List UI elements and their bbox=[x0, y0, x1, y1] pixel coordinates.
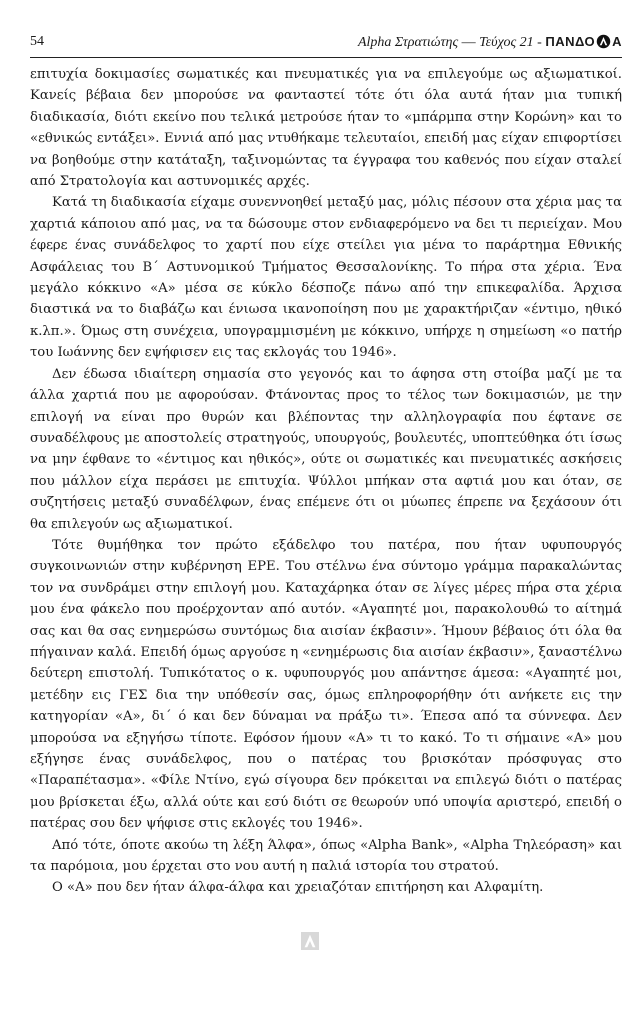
header-dash: - bbox=[533, 35, 542, 50]
logo-text-left: ΠΑΝΔΟ bbox=[545, 34, 596, 49]
header-separator: — bbox=[458, 35, 480, 50]
page-header bbox=[30, 34, 622, 54]
article-body bbox=[30, 64, 622, 899]
paragraph-1: επιτυχία δοκιμασίες σωματικές και πνευματικές για να επιλεγούμε ως αξιωματικοί. Κανείς βέβαια δεν μπορούσε να φανταστεί τότε ότι όλα αυτά ήταν μια τυπική διαδικασία, διότι εκείνο που τελικά μετρούσε ήταν το «μπάρμπα στην Κορώνη» και το «εθνικώς εντάξει». Εννιά από μας ντυθήκαμε τελευταίοι, επειδή μας είχαν επιφορτίσει να βοηθούμε στην κατάταξη, ταξινομώντας τα έγγραφα του καθενός που είχαν σταλεί από Στρατολογία και αστυνομικές αρχές. bbox=[30, 67, 622, 190]
paragraph-5: Από τότε, όποτε ακούω τη λέξη Άλφα», όπως «Alpha Bank», «Alpha Τηλεόραση» και τα παρόμοια, μου έρχεται στο νου αυτή η παλιά ιστορία του στρατού. bbox=[30, 837, 622, 875]
footer-ornament-icon bbox=[301, 932, 319, 950]
header-rule bbox=[30, 57, 622, 58]
logo-text-right: Α bbox=[612, 34, 622, 49]
pandora-logo-mark-icon bbox=[596, 34, 611, 49]
paragraph-4: Τότε θυμήθηκα τον πρώτο εξάδελφο του πατέρα, που ήταν υφυπουργός συγκοινωνιών στην κυβέρνηση ΕΡΕ. Του στέλνω ένα σύντομο γράμμα παρακαλώντας τον να συνδράμει στην επιλογή μου. Καταχάρηκα όταν σε λίγες μέρες πήρα στα χέρια μου ένα φάκελο που προέρχονταν από αυτόν. «Αγαπητέ μοι, παρακολουθώ το αίτημά σας και θα σας ενημερώσω συντόμως δια αισίαν έκβασιν». Ήμουν βέβαιος ότι όλα θα πήγαιναν καλά. Επειδή όμως αργούσε η «ενημέρωσις δια αισίαν έκβασιν», ξαναστέλνω δεύτερη επιστολή. Τυπικότατος ο κ. υφυπουργός μου απάντησε άμεσα: «Αγαπητέ μοι, μετέδην εις ΓΕΣ δια την υπόθεσίν σας, όμως επληροφορήθην ότι ανήκετε εις την κατηγορίαν «Α», δι΄ ό και δεν δύναμαι να πράξω τι». Έπεσα από τα σύννεφα. Δεν μπορούσα να εξηγήσω τίποτε. Εφόσον ήμουν «Α» τι το κακό. Το τι σήμαινε «Α» μου εξήγησε ένας συνάδελφος, που ο πατέρας του βρισκόταν πρόσφυγας στο «Παραπέτασμα». «Φίλε Ντίνο, εγώ σίγουρα δεν πρόκειται να επιλεγώ διότι ο πατέρας μου βρίσκεται έξω, αλλά ούτε και εσύ διότι σε θεωρούν υπό υποψία αριστερό, επειδή ο πατέρας σου δεν ψήφισε στις εκλογές του 1946». bbox=[30, 537, 622, 832]
paragraph-3: Δεν έδωσα ιδιαίτερη σημασία στο γεγονός και το άφησα στη στοίβα μαζί με τα άλλα χαρτιά που με αφορούσαν. Φτάνοντας προς το τέλος των δοκιμασιών, με την επιλογή να είναι προ θυρών και βλέποντας την αλληλογραφία που έφτανε σε συναδέλφους με αποστολείς στρατηγούς, υπουργούς, βουλευτές, υποπτεύθηκα ότι ίσως να μην έφθανε το «έντιμος και ηθικός», ούτε οι σωματικές και πνευματικές ασκήσεις που μάλλον είχα περάσει με επιτυχία. Ψύλλοι μπήκαν στα αφτιά μου και όταν, σε συζητήσεις μεταξύ συναδέλφων, ένας επέμενε ότι οι μύωπες έπρεπε να ξεχάσουν ότι θα επιλεγούν ως αξιωματικοί. bbox=[30, 366, 622, 532]
running-head bbox=[358, 34, 622, 51]
page-number: 54 bbox=[30, 34, 44, 49]
paragraph-6: Ο «Α» που δεν ήταν άλφα-άλφα και χρειαζόταν επιτήρηση και Αλφαμίτη. bbox=[52, 880, 544, 896]
pandora-logo bbox=[545, 34, 622, 49]
paragraph-2: Κατά τη διαδικασία είχαμε συνεννοηθεί μεταξύ μας, μόλις πέσουν στα χέρια μας τα χαρτιά κάποιου από μας, να τα δώσουμε στον ενδιαφερόμενο να δει τι περιείχαν. Μου έφερε ένας συνάδελφος το χαρτί που είχε στείλει για μένα το παράρτημα Εθνικής Ασφάλειας του Β΄ Αστυνομικού Τμήματος Θεσσαλονίκης. Το πήρα στα χέρια. Ένα μεγάλο κόκκινο «Α» μέσα σε κύκλο δέσποζε πάνω από την επικεφαλίδα. Άρχισα διαστικά να το διαβάζω και ένιωσα ικανοποίηση που με χαρακτήριζαν «έντιμο, ηθικό κ.λπ.». Όμως στη συνέχεια, υπογραμμισμένη με κόκκινο, υπήρχε η σημείωση «ο πατήρ του Ιωάννης δεν εψήφισεν εις τας εκλογάς του 1946». bbox=[30, 195, 622, 361]
issue-label: Τεύχος 21 bbox=[479, 35, 534, 50]
magazine-title: Alpha Στρατιώτης bbox=[357, 35, 459, 50]
